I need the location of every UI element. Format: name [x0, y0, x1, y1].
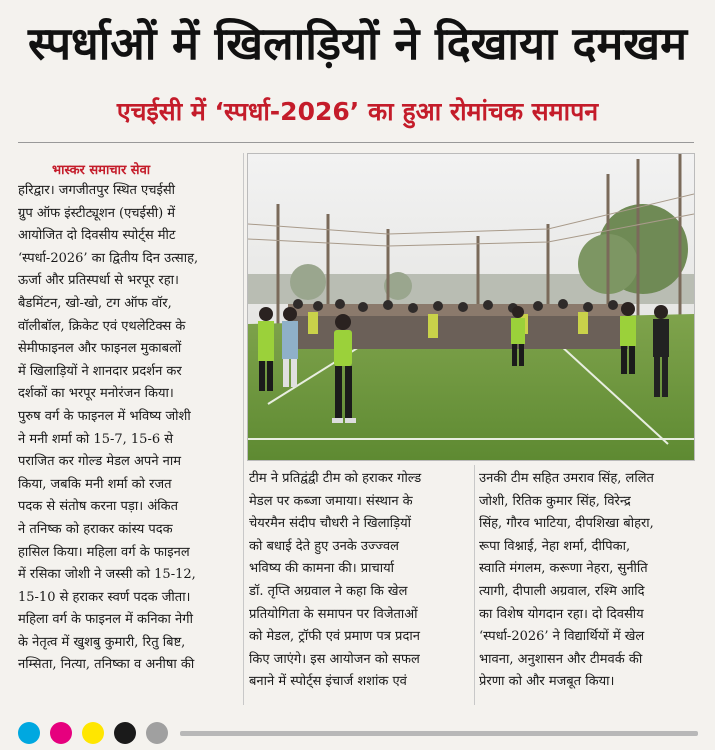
article-line: वॉलीबॉल, क्रिकेट एवं एथलेटिक्स के: [18, 318, 186, 334]
article-line: को मेडल, ट्रॉफी एवं प्रमाण पत्र प्रदान: [249, 629, 420, 645]
article-line: प्रेरणा को और मजबूत किया।: [479, 674, 615, 690]
article-line: भावना, अनुशासन और टीमवर्क की: [479, 651, 643, 667]
gray-registration-dot-icon: [146, 722, 168, 744]
article-line: पुरुष वर्ग के फाइनल में भविष्य जोशी: [18, 408, 191, 424]
article-line: सेमीफाइनल और फाइनल मुकाबलों: [18, 341, 182, 357]
article-line: हरिद्वार। जगजीतपुर स्थित एचईसी: [18, 183, 176, 198]
article-line: ऊर्जा और प्रतिस्पर्धा से भरपूर रहा।: [18, 273, 179, 289]
article-line: पदक से संतोष करना पड़ा। अंकित: [18, 499, 179, 515]
article-line: जोशी, रितिक कुमार सिंह, विरेन्द्र: [479, 493, 631, 509]
article-line: मेडल पर कब्जा जमाया। संस्थान के: [249, 493, 413, 509]
article-line: डॉ. तृप्ति अग्रवाल ने कहा कि खेल: [249, 583, 408, 599]
article-line: बनाने में स्पोर्ट्स इंचार्ज शशांक एवं: [249, 674, 407, 690]
article-line: टीम ने प्रतिद्वंद्वी टीम को हराकर गोल्ड: [249, 471, 422, 486]
column-divider: [474, 465, 475, 705]
article-line: किया, जबकि मनी शर्मा को रजत: [18, 476, 172, 492]
article-line: स्वाति मंगलम, करूणा नेहरा, सुनीति: [479, 561, 648, 577]
article-column-1: [18, 180, 240, 677]
magenta-registration-dot-icon: [50, 722, 72, 744]
article-line: पराजित कर गोल्ड मेडल अपने नाम: [18, 454, 182, 470]
article-line: 15-10 से हराकर स्वर्ण पदक जीता।: [18, 589, 191, 605]
article-line: सिंह, गौरव भाटिया, दीपशिखा बोहरा,: [479, 516, 654, 532]
article-line: ने तनिष्क को हराकर कांस्य पदक: [18, 521, 173, 537]
article-line: भविष्य की कामना की। प्राचार्या: [249, 561, 395, 577]
article-column-3: [479, 468, 695, 694]
photo-illustration-icon: [248, 154, 694, 460]
black-registration-dot-icon: [114, 722, 136, 744]
article-column-2: [249, 468, 471, 694]
header-rule: [18, 142, 694, 143]
article-line: महिला वर्ग के फाइनल में कनिका नेगी: [18, 612, 193, 628]
column-divider: [243, 153, 244, 705]
article-line: त्यागी, दीपाली अग्रवाल, रश्मि आदि: [479, 583, 645, 599]
article-line: आयोजित दो दिवसीय स्पोर्ट्स मीट: [18, 228, 176, 244]
article-line: ‘स्पर्धा-2026’ का द्वितीय दिन उत्साह,: [18, 250, 199, 266]
article-line: को बधाई देते हुए उनके उज्ज्वल: [249, 538, 399, 554]
registration-bar: [180, 731, 698, 736]
sports-event-photo: [247, 153, 695, 461]
article-line: प्रतियोगिता के समापन पर विजेताओं: [249, 606, 418, 622]
cyan-registration-dot-icon: [18, 722, 40, 744]
article-line: उनकी टीम सहित उमराव सिंह, ललित: [479, 471, 654, 486]
yellow-registration-dot-icon: [82, 722, 104, 744]
byline: भास्कर समाचार सेवा: [52, 163, 151, 178]
article-line: किए जाएंगे। इस आयोजन को सफल: [249, 651, 420, 667]
article-line: चेयरमैन संदीप चौधरी ने खिलाड़ियों: [249, 516, 411, 532]
subheadline: एचईसी में ‘स्पर्धा-2026’ का हुआ रोमांचक समापन: [116, 97, 599, 126]
article-line: का विशेष योगदान रहा। दो दिवसीय: [479, 606, 644, 622]
article-line: नम्सिता, नित्या, तनिष्का व अनीषा की: [18, 657, 195, 673]
registration-strip: [0, 716, 715, 750]
article-line: रूपा विश्नाई, नेहा शर्मा, दीपिका,: [479, 538, 631, 554]
headline: स्पर्धाओं में खिलाड़ियों ने दिखाया दमखम: [27, 17, 687, 70]
article-line: ‘स्पर्धा-2026’ ने विद्यार्थियों में खेल: [479, 629, 645, 645]
article-line: में खिलाड़ियों ने शानदार प्रदर्शन कर: [18, 363, 182, 379]
article-line: हासिल किया। महिला वर्ग के फाइनल: [18, 544, 190, 560]
article-line: ग्रुप ऑफ इंस्टीट्यूशन (एचईसी) में: [18, 205, 176, 221]
article-line: बैडमिंटन, खो-खो, टग ऑफ वॉर,: [18, 295, 172, 311]
article-line: में रसिका जोशी ने जस्सी को 15-12,: [18, 567, 196, 583]
article-line: के नेतृत्व में खुशबु कुमारी, रितु बिष्ट,: [18, 634, 186, 650]
article-line: ने मनी शर्मा को 15-7, 15-6 से: [18, 431, 174, 447]
article-line: दर्शकों का भरपूर मनोरंजन किया।: [18, 386, 174, 402]
